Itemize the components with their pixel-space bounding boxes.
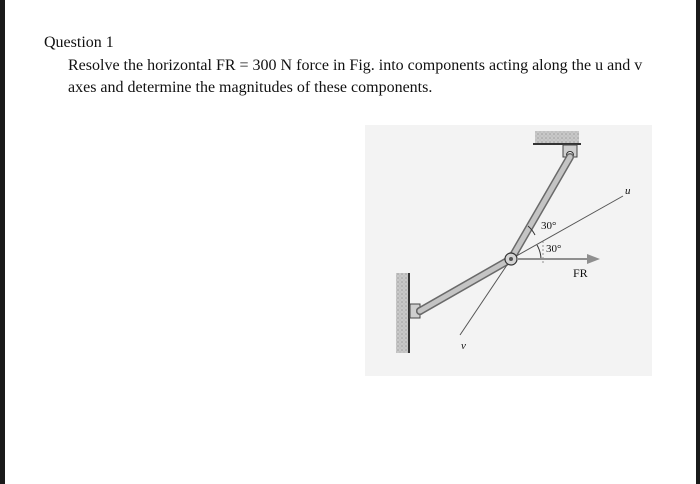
axis-u-label: u (625, 185, 631, 197)
right-frame-border (696, 0, 700, 484)
force-label: FR (573, 266, 588, 280)
question-body-line-1: Resolve the horizontal FR = 300 N force in Fig. into components acting along the u and v (68, 57, 643, 74)
question-body (68, 55, 668, 99)
force-diagram (365, 125, 652, 376)
axis-v-label: v (461, 340, 466, 352)
force-diagram-figure (365, 125, 652, 376)
angle-label-top: 30° (541, 220, 557, 232)
left-frame-border (0, 0, 5, 484)
question-body-line-2: axes and determine the magnitudes of these components. (68, 79, 433, 96)
angle-label-bottom: 30° (546, 243, 562, 255)
question-title: Question 1 (44, 34, 114, 51)
